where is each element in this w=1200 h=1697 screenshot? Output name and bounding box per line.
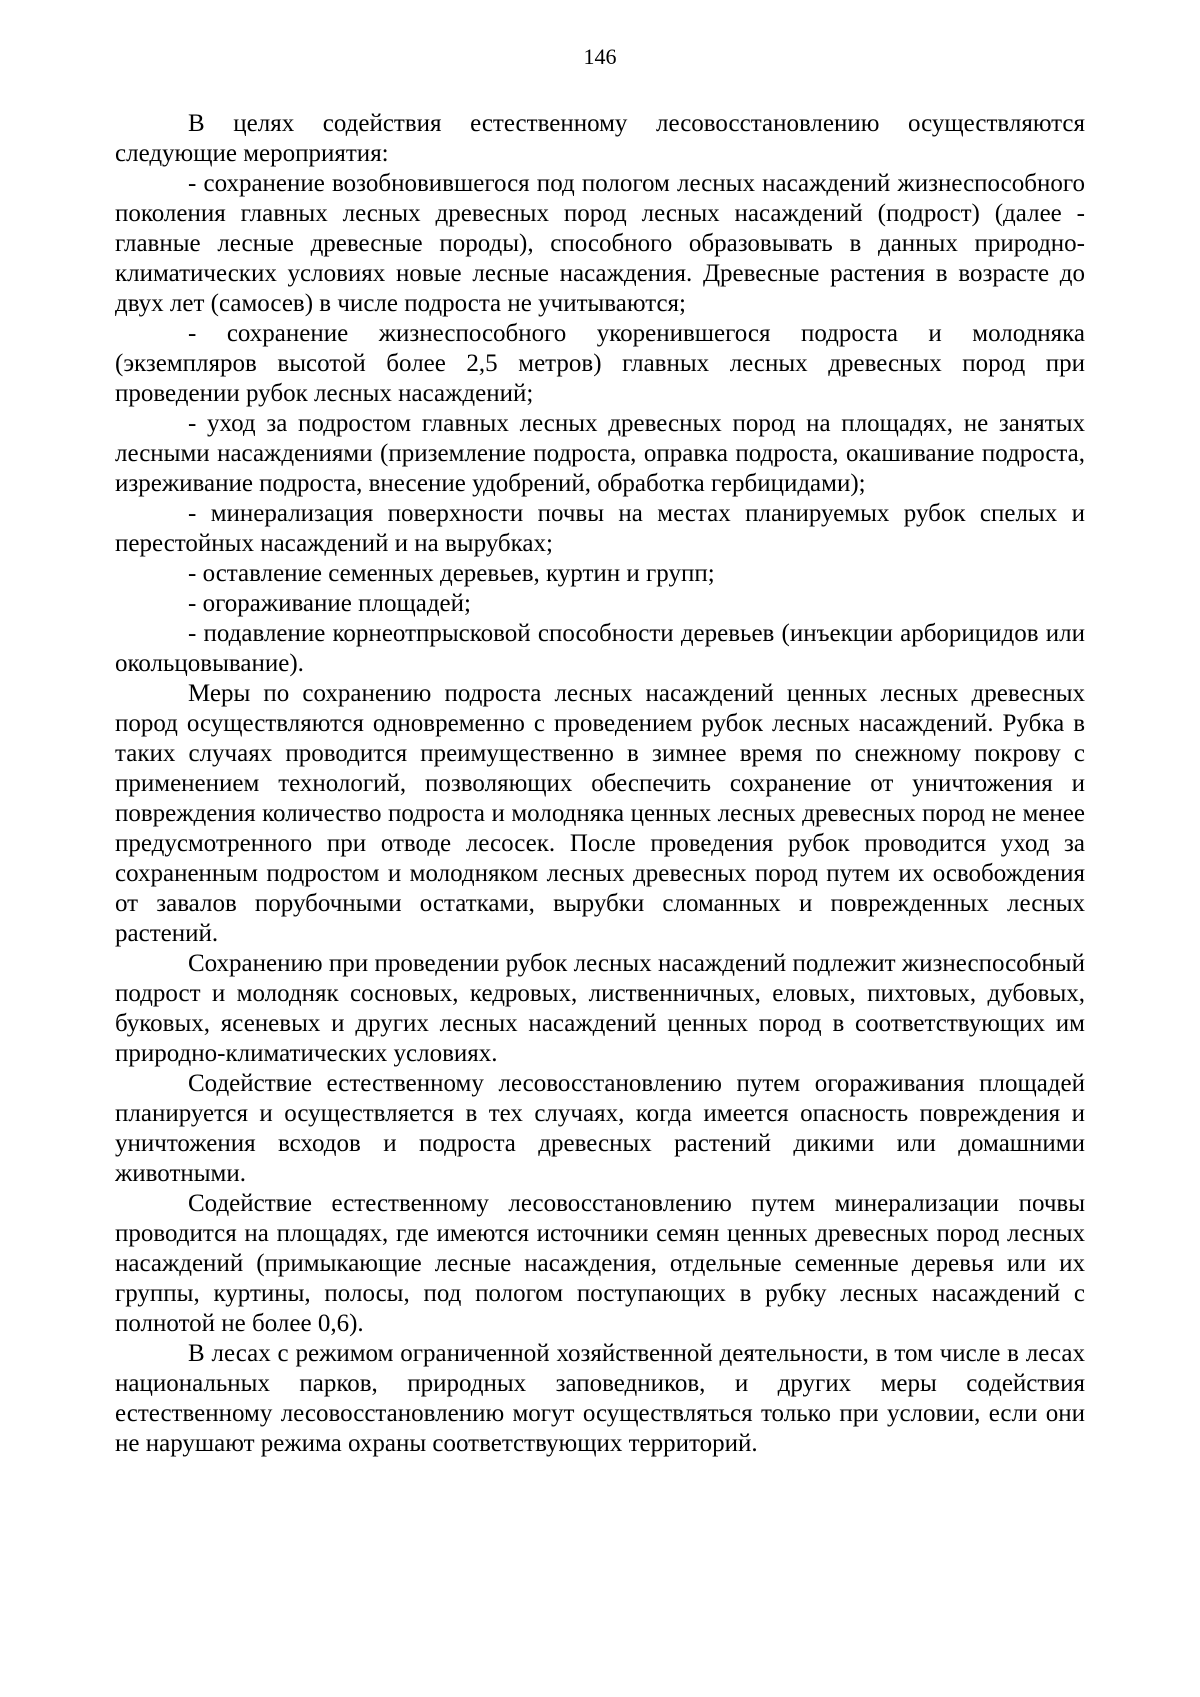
intro-paragraph: В целях содействия естественному лесовосстановлению осуществляются следующие мероприятия: (115, 110, 1085, 167)
paragraph-preservation-species: Сохранению при проведении рубок лесных насаждений подлежит жизнеспособный подрост и молодняк сосновых, кедровых, лиственничных, еловых, пихтовых, дубовых, буковых, ясеневых и других лесных насаждений ценных пород в соответствующих им природно-климатических условиях. (115, 950, 1085, 1067)
paragraph-mineralization: Содействие естественному лесовосстановлению путем минерализации почвы проводится на площадях, где имеются источники семян ценных древесных пород лесных насаждений (примыкающие лесные насаждения, отдельные семенные деревья или их группы, куртины, полосы, под пологом поступающих в рубку лесных насаждений с полнотой не более 0,6). (115, 1190, 1085, 1337)
list-item-seed-trees: - оставление семенных деревьев, куртин и групп; (188, 560, 715, 587)
list-item-soil-mineralization: - минерализация поверхности почвы на местах планируемых рубок спелых и перестойных насаждений и на вырубках; (115, 500, 1085, 557)
list-item-preserve-rooted-undergrowth: - сохранение жизнеспособного укоренившегося подроста и молодняка (экземпляров высотой более 2,5 метров) главных лесных древесных пород при проведении рубок лесных насаждений; (115, 320, 1085, 407)
document-body (115, 109, 1085, 1459)
paragraph-fencing: Содействие естественному лесовосстановлению путем огораживания площадей планируется и осуществляется в тех случаях, когда имеется опасность повреждения и уничтожения всходов и подроста древесных растений дикими или домашними животными. (115, 1070, 1085, 1187)
list-item-fencing: - огораживание площадей; (188, 590, 471, 617)
page-number: 146 (583, 44, 617, 69)
paragraph-restricted-forests: В лесах с режимом ограниченной хозяйственной деятельности, в том числе в лесах национальных парков, природных заповедников, и других меры содействия естественному лесовосстановлению могут осуществляться только при условии, если они не нарушают режима охраны соответствующих территорий. (115, 1340, 1085, 1457)
list-item-preserve-undergrowth: - сохранение возобновившегося под пологом лесных насаждений жизнеспособного поколения главных лесных древесных пород лесных насаждений (подрост) (далее - главные лесные древесные породы), способного образовывать в данных природно-климатических условиях новые лесные насаждения. Древесные растения в возрасте до двух лет (самосев) в числе подроста не учитываются; (115, 170, 1085, 317)
list-item-root-sprout-suppression: - подавление корнеотпрысковой способности деревьев (инъекции арборицидов или окольцовывание). (115, 620, 1085, 677)
paragraph-undergrowth-preservation: Меры по сохранению подроста лесных насаждений ценных лесных древесных пород осуществляются одновременно с проведением рубок лесных насаждений. Рубка в таких случаях проводится преимущественно в зимнее время по снежному покрову с применением технологий, позволяющих обеспечить сохранение от уничтожения и повреждения количество подроста и молодняка ценных лесных древесных пород не менее предусмотренного при отводе лесосек. После проведения рубок проводится уход за сохраненным подростом и молодняком лесных древесных пород путем их освобождения от завалов порубочными остатками, вырубки сломанных и поврежденных лесных растений. (115, 680, 1085, 947)
list-item-undergrowth-care: - уход за подростом главных лесных древесных пород на площадях, не занятых лесными насаждениями (приземление подроста, оправка подроста, окашивание подроста, изреживание подроста, внесение удобрений, обработка гербицидами); (115, 410, 1085, 497)
